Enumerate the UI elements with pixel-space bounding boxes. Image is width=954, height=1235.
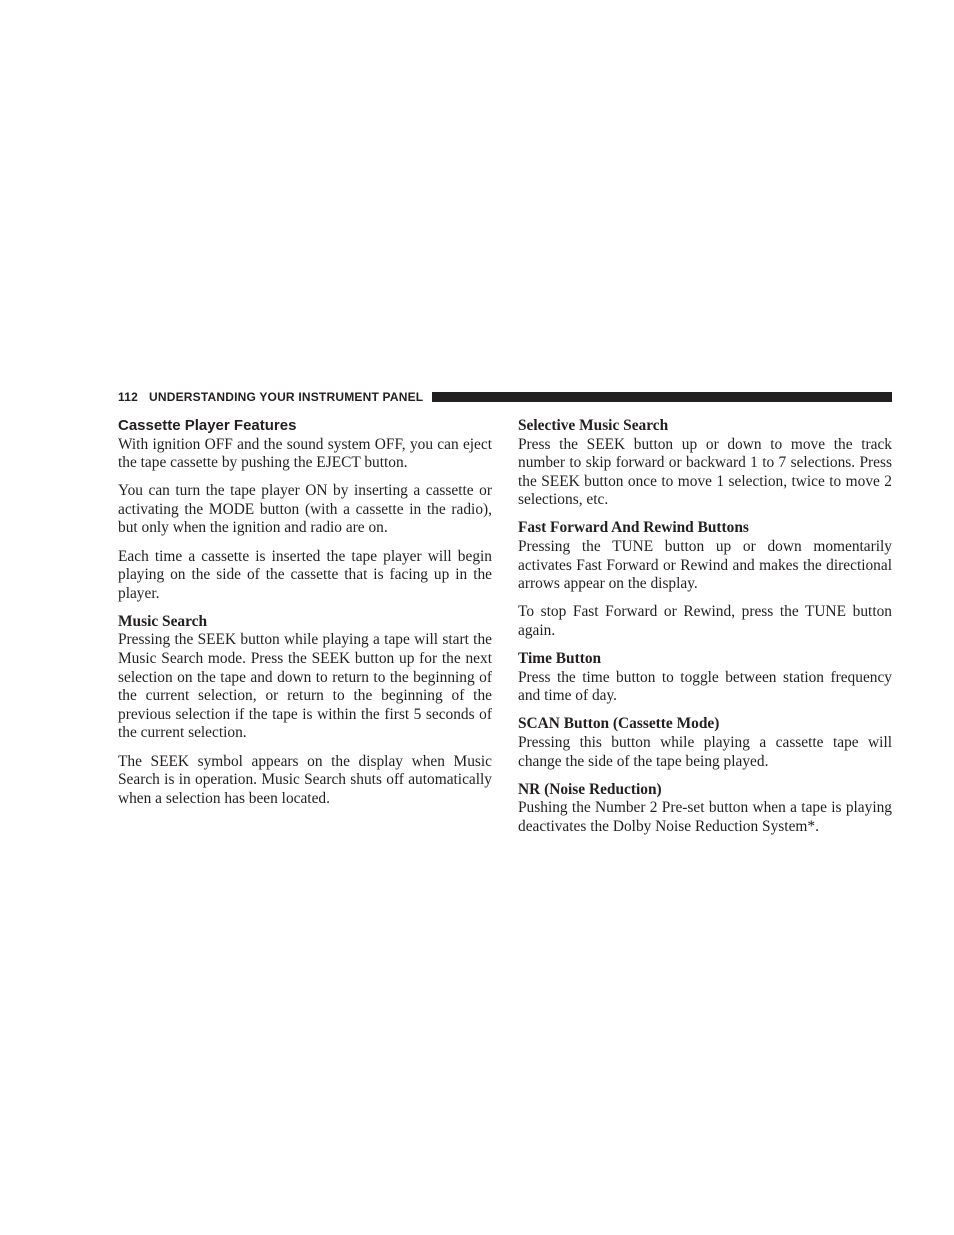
paragraph: Pressing the TUNE button up or down momentarily activates Fast Forward or Rewind and makes the directional arrows appear on the display. bbox=[518, 538, 892, 593]
paragraph: Press the time button to toggle between station frequency and time of day. bbox=[518, 668, 892, 705]
page-number: 112 bbox=[118, 390, 138, 404]
section-title: Cassette Player Features bbox=[118, 417, 297, 434]
page-header bbox=[118, 389, 892, 405]
paragraph: Each time a cassette is inserted the tape player will begin playing on the side of the cassette that is facing up in the player. bbox=[118, 547, 492, 602]
subsection-title-fast-forward-rewind: Fast Forward And Rewind Buttons bbox=[518, 519, 749, 537]
subsection-title-noise-reduction: NR (Noise Reduction) bbox=[518, 780, 662, 798]
subsection-title-music-search: Music Search bbox=[118, 612, 208, 630]
running-title: UNDERSTANDING YOUR INSTRUMENT PANEL bbox=[148, 390, 424, 404]
subsection-title-time-button: Time Button bbox=[518, 650, 602, 668]
paragraph: To stop Fast Forward or Rewind, press the TUNE button again. bbox=[518, 603, 892, 639]
right-column bbox=[518, 417, 892, 846]
paragraph: The SEEK symbol appears on the display when Music Search is in operation. Music Search shuts off automatically when a selection has been located. bbox=[118, 752, 492, 807]
subsection-title-selective-music-search: Selective Music Search bbox=[518, 417, 669, 434]
paragraph: Press the SEEK button up or down to move the track number to skip forward or backward 1 to 7 selections. Press the SEEK button once to move 1 selection, twice to move 2 selections, etc. bbox=[518, 435, 892, 509]
paragraph: Pressing this button while playing a cassette tape will change the side of the tape being played. bbox=[518, 733, 892, 770]
paragraph: Pushing the Number 2 Pre-set button when a tape is playing deactivates the Dolby Noise Reduction System*. bbox=[518, 799, 892, 835]
header-rule bbox=[432, 392, 892, 402]
paragraph: Pressing the SEEK button while playing a tape will start the Music Search mode. Press the SEEK button up for the next selection on the tape and down to return to the beginning of the current selection, or return to the beginning of the previous selection if the tape is within the first 5 seconds of the current selection. bbox=[118, 631, 492, 742]
left-column bbox=[118, 417, 492, 818]
subsection-title-scan-button: SCAN Button (Cassette Mode) bbox=[518, 715, 720, 733]
paragraph: You can turn the tape player ON by inserting a cassette or activating the MODE button (with a cassette in the radio), but only when the ignition and radio are on. bbox=[118, 482, 492, 537]
paragraph: With ignition OFF and the sound system OFF, you can eject the tape cassette by pushing the EJECT button. bbox=[118, 435, 492, 472]
